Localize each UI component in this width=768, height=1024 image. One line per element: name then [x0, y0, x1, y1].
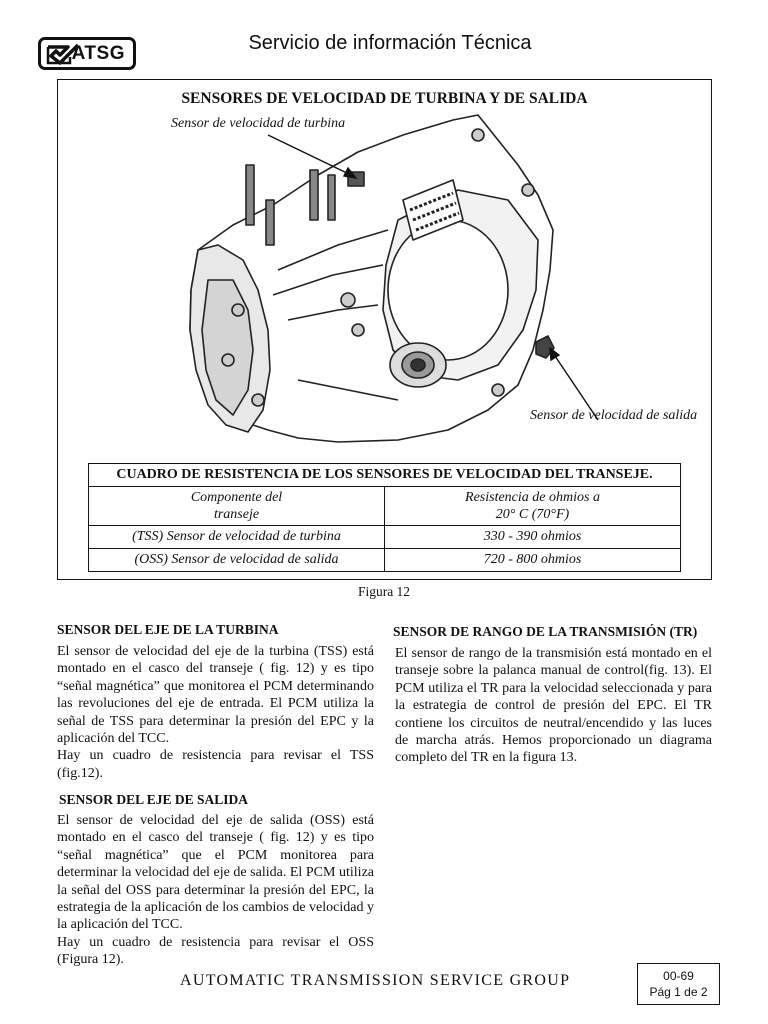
table-row: [89, 526, 681, 549]
footer-title: AUTOMATIC TRANSMISSION SERVICE GROUP: [180, 972, 571, 989]
range-sensor-text: El sensor de rango de la transmisión está montado en el transeje sobre la palanca manual de control(fig. 13). El PCM utiliza el TR para la velocidad seleccionada y para la estrategia de control de presión del EPC. El TR contiene los circuitos de neutral/encendido y las luces de marcha atrás. Hemos proporcionado un diagrama completo del TR en la figura 13.: [395, 646, 712, 766]
resistance-table-title: CUADRO DE RESISTENCIA DE LOS SENSORES DE VELOCIDAD DEL TRANSEJE.: [89, 464, 681, 487]
resistance-cell: 330 - 390 ohmios: [385, 526, 681, 549]
page-code: 00-69: [663, 969, 694, 983]
range-sensor-heading: SENSOR DE RANGO DE LA TRANSMISIÓN (TR): [393, 624, 698, 639]
tss-label: Sensor de velocidad de turbina: [171, 116, 346, 131]
output-sensor-heading: SENSOR DEL EJE DE SALIDA: [59, 792, 249, 807]
output-sensor-text: El sensor de velocidad del eje de salida (OSS) está montado en el casco del transeje ( fig. 12) y es tipo “señal magnética” que el PCM monitorea para determinar la velocidad del eje de salida. El PCM utiliza la señal del OSS para determinar la presión del EPC, la estrategia de la aplicación de los cambios de velocidad y la aplicación del TCC. Hay un cuadro de resistencia para revisar el OSS (Figura 12).: [57, 813, 374, 968]
page-number-box: [637, 963, 720, 1005]
transaxle-illustration: [58, 80, 711, 460]
turbine-sensor-text: El sensor de velocidad del eje de la turbina (TSS) está montado en el casco del transeje ( fig. 12) y es tipo “señal magnética” que monitorea el PCM determinando las revoluciones del eje de entrada. El PCM utiliza la señal de TSS para determinar la presión del EPC y la aplicación del TCC. Hay un cuadro de resistencia para revisar el TSS (fig.12).: [57, 644, 374, 781]
checkmark-icon: [46, 43, 80, 65]
table-row: [89, 549, 681, 572]
resistance-cell: 720 - 800 ohmios: [385, 549, 681, 572]
logo-text: ATSG: [71, 42, 125, 64]
column-header-resistance: Resistencia de ohmios a 20° C (70°F): [385, 487, 681, 526]
oss-label: Sensor de velocidad de salida: [530, 408, 698, 423]
figure-title: SENSORES DE VELOCIDAD DE TURBINA Y DE SALIDA: [181, 90, 588, 107]
column-header-component: Componente del transeje: [89, 487, 385, 526]
page-title: Servicio de información Técnica: [248, 32, 532, 54]
component-cell: (TSS) Sensor de velocidad de turbina: [89, 526, 385, 549]
atsg-logo: [38, 37, 136, 70]
page-of: Pág 1 de 2: [649, 985, 708, 999]
figure-caption: Figura 12: [357, 584, 411, 599]
turbine-sensor-heading: SENSOR DEL EJE DE LA TURBINA: [57, 622, 279, 637]
resistance-table: [88, 463, 681, 572]
component-cell: (OSS) Sensor de velocidad de salida: [89, 549, 385, 572]
figure-frame: [57, 79, 712, 580]
